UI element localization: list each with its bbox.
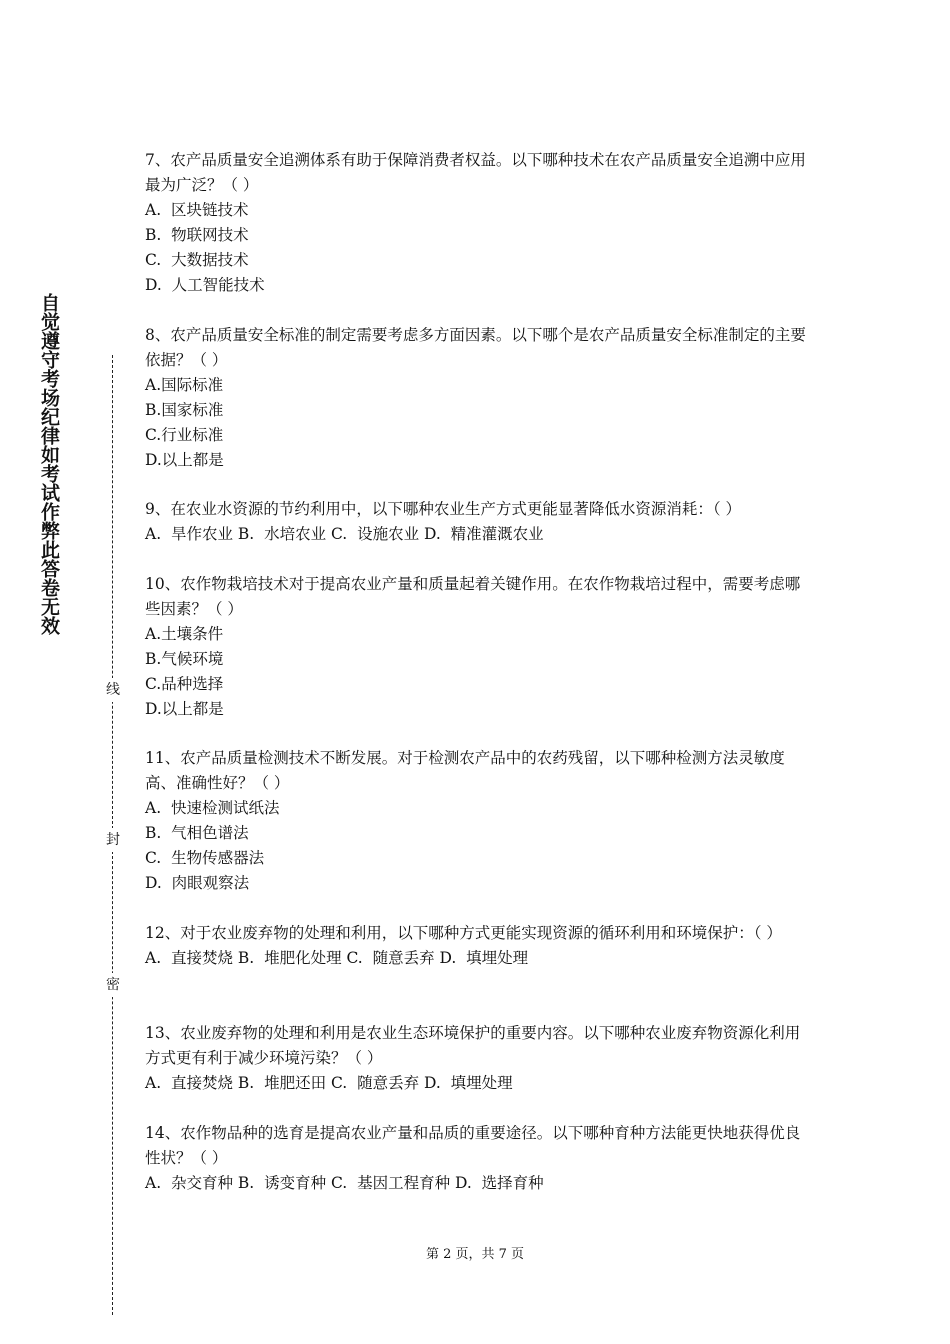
option-d: D.以上都是 [145, 451, 224, 469]
question-stem: 9、在农业水资源的节约利用中，以下哪种农业生产方式更能显著降低水资源消耗：（ ） [145, 500, 742, 518]
page-number: 第 2 页，共 7 页 [425, 1247, 525, 1262]
option-c: C. 生物传感器法 [145, 849, 265, 867]
question-stem: 8、农产品质量安全标准的制定需要考虑多方面因素。以下哪个是农产品质量安全标准制定的主要依据？（ ） [145, 326, 806, 369]
option-b: B.气候环境 [145, 650, 224, 668]
question-stem: 10、农作物栽培技术对于提高农业产量和质量起着关键作用。在农作物栽培过程中，需要考虑哪些因素？（ ） [145, 575, 801, 618]
question-stem: 7、农产品质量安全追溯体系有助于保障消费者权益。以下哪种技术在农产品质量安全追溯中应用最为广泛？（ ） [145, 151, 806, 194]
option-a: A.土壤条件 [145, 625, 224, 643]
option-a: A. 快速检测试纸法 [145, 799, 280, 817]
question-12 [145, 921, 810, 971]
question-14 [145, 1121, 810, 1196]
question-stem: 11、农产品质量检测技术不断发展。对于检测农产品中的农药残留，以下哪种检测方法灵敏度高、准确性好？（ ） [145, 749, 785, 792]
seal-label-xian: 线 [104, 678, 122, 702]
seal-label-feng: 封 [104, 828, 122, 852]
question-11 [145, 746, 810, 896]
question-10 [145, 572, 810, 722]
option-b: B. 气相色谱法 [145, 824, 249, 842]
option-b: B. 物联网技术 [145, 226, 249, 244]
question-9 [145, 497, 810, 547]
options-line: A. 直接焚烧 B. 堆肥还田 C. 随意丢弃 D. 填埋处理 [145, 1074, 513, 1092]
option-d: D. 肉眼观察法 [145, 874, 250, 892]
question-stem: 14、农作物品种的选育是提高农业产量和品质的重要途径。以下哪种育种方法能更快地获得优良性状？（ ） [145, 1124, 801, 1167]
option-b: B.国家标准 [145, 401, 224, 419]
option-d: D.以上都是 [145, 700, 224, 718]
option-d: D. 人工智能技术 [145, 276, 265, 294]
option-c: C. 大数据技术 [145, 251, 249, 269]
question-13 [145, 1021, 810, 1096]
options-line: A. 杂交育种 B. 诱变育种 C. 基因工程育种 D. 选择育种 [145, 1174, 544, 1192]
option-c: C.行业标准 [145, 426, 224, 444]
question-8 [145, 323, 810, 473]
question-stem: 13、农业废弃物的处理和利用是农业生态环境保护的重要内容。以下哪种农业废弃物资源化利用方式更有利于减少环境污染？（ ） [145, 1024, 801, 1067]
options-line: A. 直接焚烧 B. 堆肥化处理 C. 随意丢弃 D. 填埋处理 [145, 949, 529, 967]
question-7 [145, 148, 810, 298]
option-a: A.国际标准 [145, 376, 224, 394]
exam-discipline-notice: 自觉遵守考场纪律如考试作弊此答卷无效 [38, 293, 60, 635]
option-a: A. 区块链技术 [145, 201, 249, 219]
options-line: A. 旱作农业 B. 水培农业 C. 设施农业 D. 精准灌溉农业 [145, 525, 544, 543]
option-c: C.品种选择 [145, 675, 224, 693]
question-stem: 12、对于农业废弃物的处理和利用，以下哪种方式更能实现资源的循环利用和环境保护：（ ） [145, 924, 782, 942]
seal-label-mi: 密 [104, 973, 122, 997]
